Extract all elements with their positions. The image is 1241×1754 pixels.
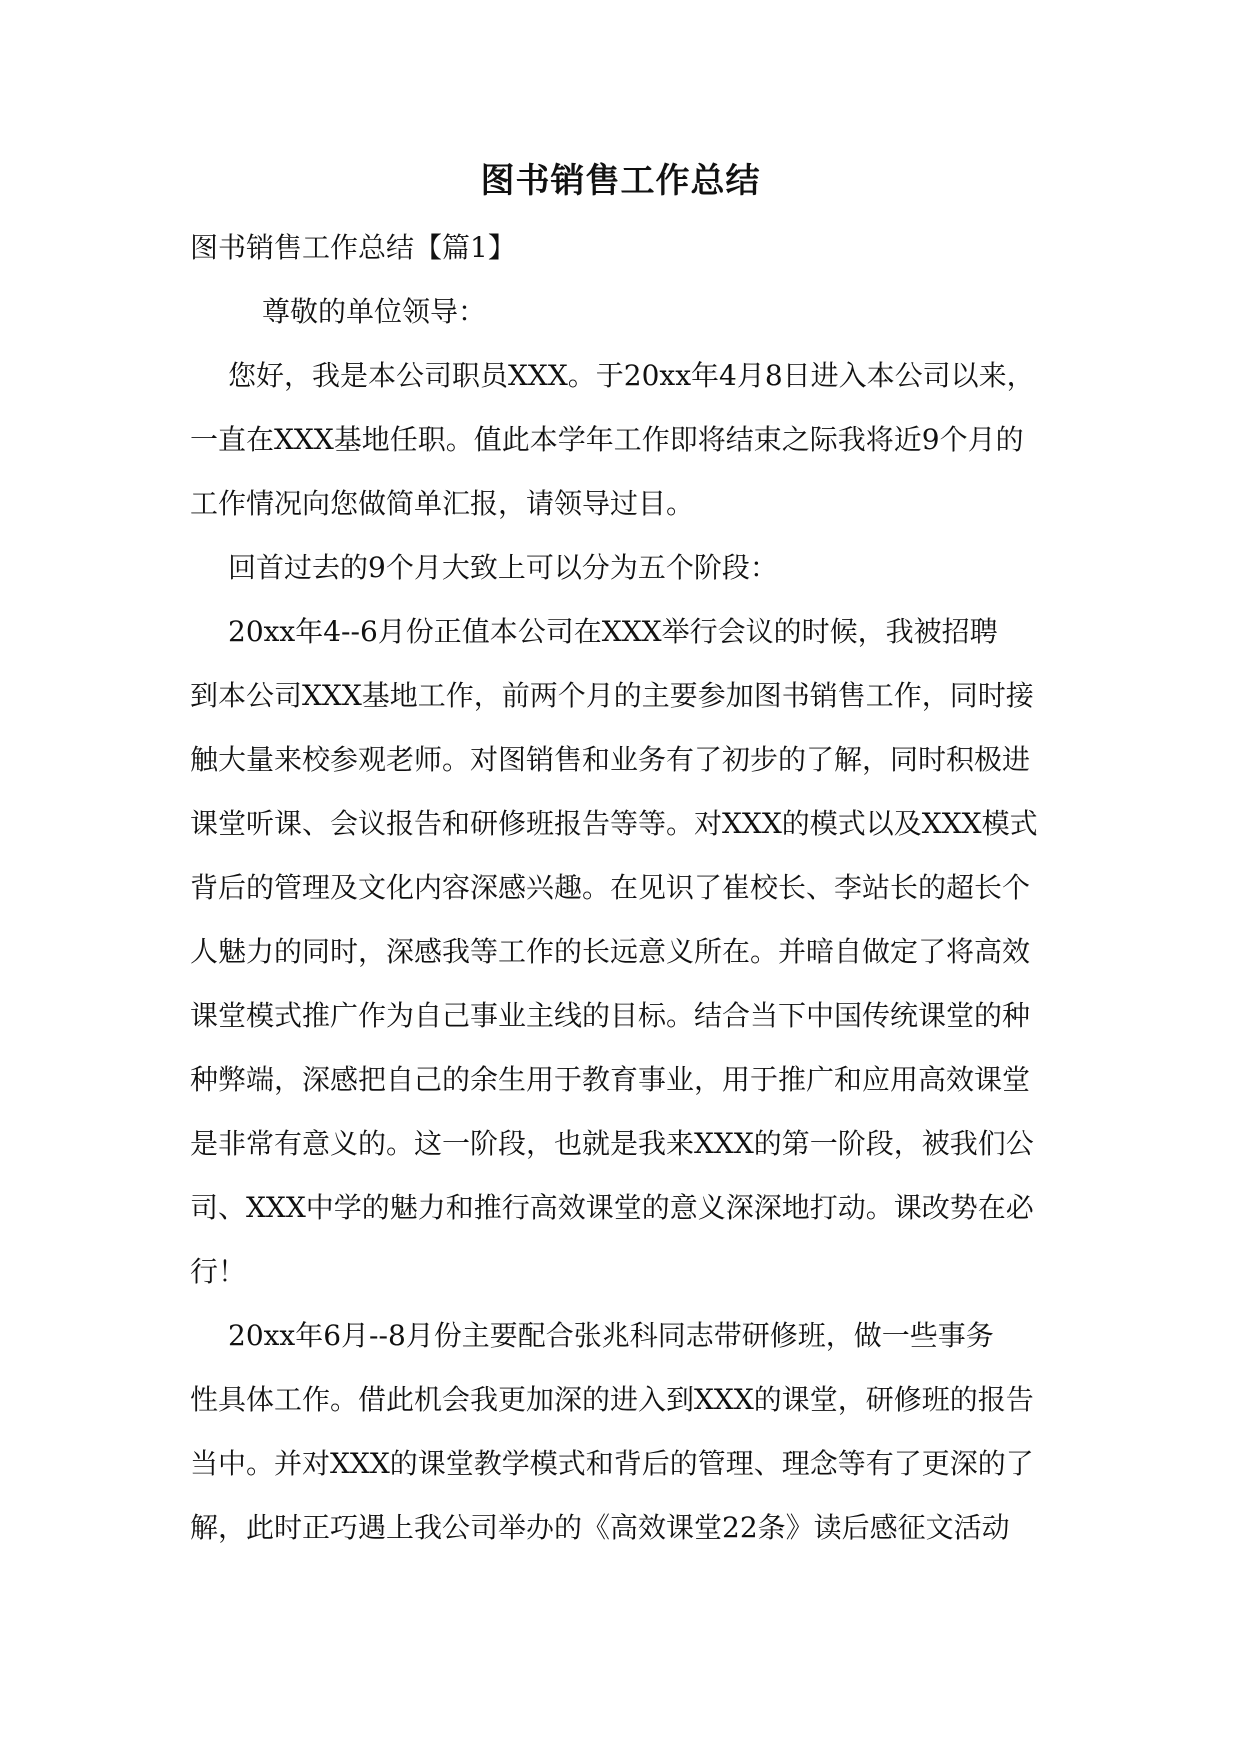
body-line: 到本公司XXX基地工作，前两个月的主要参加图书销售工作，同时接: [190, 679, 1034, 712]
document-title: 图书销售工作总结: [480, 161, 761, 201]
body-line: 回首过去的9个月大致上可以分为五个阶段：: [228, 551, 778, 584]
body-line: 人魅力的同时，深感我等工作的长远意义所在。并暗自做定了将高效: [190, 935, 1031, 968]
body-line: 司、XXX中学的魅力和推行高效课堂的意义深深地打动。课改势在必: [190, 1191, 1034, 1224]
body-line: 行！: [190, 1255, 247, 1288]
body-line: 性具体工作。借此机会我更加深的进入到XXX的课堂，研修班的报告: [190, 1383, 1034, 1416]
body-line: 种弊端，深感把自己的余生用于教育事业，用于推广和应用高效课堂: [190, 1063, 1031, 1096]
body-line: 20xx年6月--8月份主要配合张兆科同志带研修班，做一些事务: [228, 1319, 994, 1352]
body-line: 您好，我是本公司职员XXX。于20xx年4月8日进入本公司以来，: [228, 359, 1035, 392]
body-line: 课堂听课、会议报告和研修班报告等等。对XXX的模式以及XXX模式: [190, 807, 1038, 840]
body-line: 背后的管理及文化内容深感兴趣。在见识了崔校长、李站长的超长个: [190, 871, 1031, 904]
body-line: 课堂模式推广作为自己事业主线的目标。结合当下中国传统课堂的种: [190, 999, 1031, 1032]
body-line: 一直在XXX基地任职。值此本学年工作即将结束之际我将近9个月的: [190, 423, 1024, 456]
body-line: 20xx年4--6月份正值本公司在XXX举行会议的时候，我被招聘: [228, 615, 998, 648]
body-line: 触大量来校参观老师。对图销售和业务有了初步的了解，同时积极进: [190, 743, 1031, 776]
salutation: 尊敬的单位领导：: [262, 295, 487, 328]
body-line: 当中。并对XXX的课堂教学模式和背后的管理、理念等有了更深的了: [190, 1447, 1034, 1480]
body-line: 解，此时正巧遇上我公司举办的《高效课堂22条》读后感征文活动: [190, 1511, 1010, 1544]
body-line: 工作情况向您做简单汇报，请领导过目。: [190, 487, 695, 520]
body-line: 是非常有意义的。这一阶段，也就是我来XXX的第一阶段，被我们公: [190, 1127, 1034, 1160]
document-subtitle: 图书销售工作总结【篇1】: [190, 231, 516, 264]
